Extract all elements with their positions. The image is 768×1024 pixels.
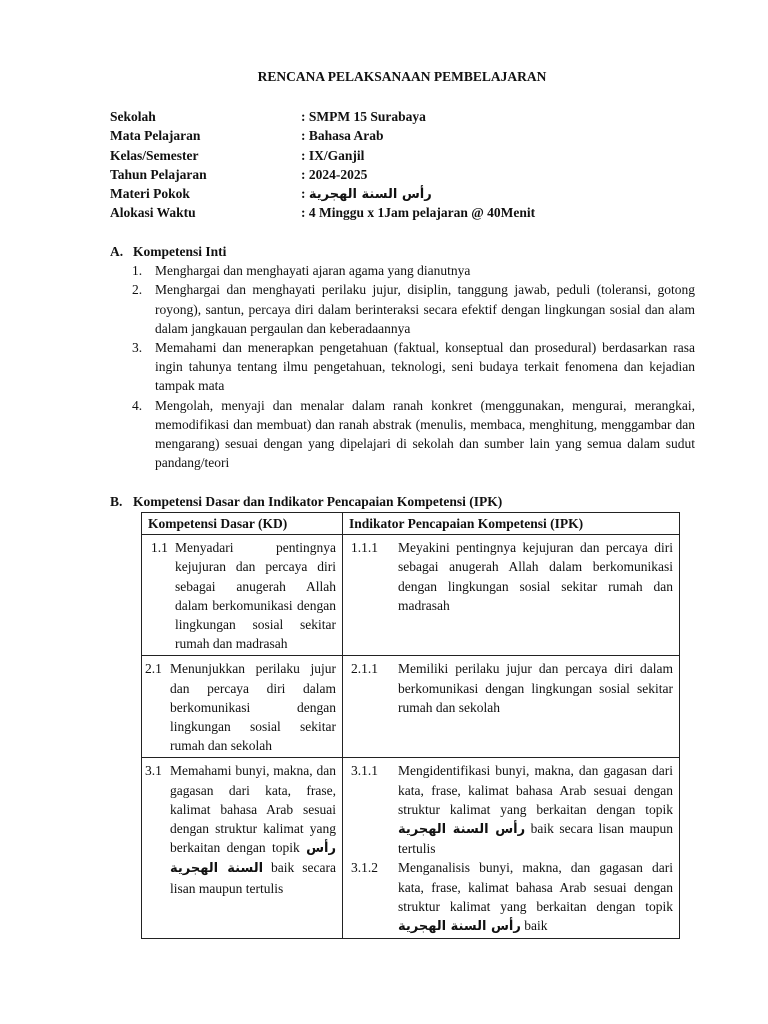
list-text: Menghargai dan menghayati perilaku jujur, disiplin, tanggung jawab, peduli (toleransi, gotong royong), santun, percaya diri dalam berinteraksi secara efektif dengan lingkungan sosial dan alam dalam jangkauan pergaulan dan keberadaannya [155, 282, 695, 336]
kd-arabic-topic: رأس السنة الهجرية [170, 841, 336, 877]
list-item [110, 280, 695, 338]
table-row [142, 656, 680, 758]
ipk-arabic-topic: رأس السنة الهجرية [398, 822, 526, 838]
list-number: 3. [132, 340, 143, 356]
kd-text: Menyadari pentingnya kejujuran dan percaya diri sebagai anugerah Allah dalam berkomunikasi dengan lingkungan sosial sekitar rumah dan madrasah [175, 540, 336, 652]
info-label: Tahun Pelajaran [110, 166, 207, 182]
list-text: Menghargai dan menghayati ajaran agama yang dianutnya [155, 263, 471, 279]
info-value: : 4 Minggu x 1Jam pelajaran @ 40Menit [301, 205, 536, 221]
info-row-subject [110, 126, 535, 145]
kd-number: 3.1 [145, 763, 162, 779]
ipk-item [351, 659, 673, 717]
ipk-item [351, 538, 673, 615]
kd-text: Menunjukkan perilaku jujur dan percaya diri dalam berkomunikasi dengan lingkungan sosial sekitar rumah dan sekolah [170, 661, 336, 754]
kd-number: 1.1 [151, 540, 168, 556]
ipk-text: Memiliki perilaku jujur dan percaya diri dalam berkomunikasi dengan lingkungan sosial sekitar rumah dan sekolah [398, 661, 673, 715]
section-title: Kompetensi Dasar dan Indikator Pencapaian Kompetensi (IPK) [133, 494, 503, 509]
ipk-number: 3.1.1 [351, 763, 378, 779]
ipk-number: 1.1.1 [351, 540, 378, 556]
section-core-competence [110, 242, 695, 472]
info-value: : Bahasa Arab [301, 128, 384, 144]
list-item [110, 338, 695, 396]
info-label: Mata Pelajaran [110, 128, 201, 144]
column-header-kd: Kompetensi Dasar (KD) [142, 513, 343, 535]
info-label: Kelas/Semester [110, 147, 199, 163]
info-value: : IX/Ganjil [301, 147, 365, 163]
list-number: 1. [132, 263, 143, 279]
info-value-arabic: رأس السنة الهجرية [308, 187, 432, 203]
kd-cell [142, 535, 343, 656]
list-item [110, 396, 695, 473]
section-basic-competence [110, 492, 695, 511]
info-value: : [301, 186, 309, 202]
info-value: : SMPM 15 Surabaya [301, 109, 426, 124]
section-heading [110, 242, 695, 261]
list-text: Memahami dan menerapkan pengetahuan (faktual, konseptual dan prosedural) berdasarkan rasa ingin tahunya tentang ilmu pengetahuan, teknologi, seni budaya terkait fenomena dan kejadian tampak mata [155, 340, 695, 394]
ipk-item [351, 761, 674, 858]
info-row-time [110, 203, 535, 222]
list-number: 2. [132, 282, 143, 298]
section-letter: A. [110, 244, 124, 259]
info-label: Materi Pokok [110, 186, 190, 202]
ipk-text: Meyakini pentingnya kejujuran dan percaya diri sebagai anugerah Allah dalam berkomunikasi dengan lingkungan sosial sekitar rumah dan madrasah [398, 540, 673, 613]
info-label: Sekolah [110, 109, 156, 124]
competence-table [141, 512, 680, 939]
kd-cell [142, 758, 343, 939]
ipk-text: Menganalisis bunyi, makna, dan gagasan dari kata, frase, kalimat bahasa Arab sesuai dengan struktur kalimat yang berkaitan dengan topik [398, 860, 673, 914]
kd-text: Memahami bunyi, makna, dan gagasan dari kata, frase, kalimat bahasa Arab sesuai dengan struktur kalimat yang berkaitan dengan topik [170, 763, 336, 856]
ipk-text: Mengidentifikasi bunyi, makna, dan gagasan dari kata, frase, kalimat bahasa Arab sesuai dengan struktur kalimat yang berkaitan dengan topik [398, 763, 673, 817]
info-row-topic [110, 184, 535, 203]
info-row-class [110, 146, 535, 165]
ipk-arabic-topic: رأس السنة الهجرية [398, 919, 521, 935]
list-number: 4. [132, 397, 143, 413]
identity-block [110, 107, 535, 223]
section-letter: B. [110, 494, 123, 509]
ipk-cell [343, 758, 680, 939]
column-header-ipk: Indikator Pencapaian Kompetensi (IPK) [343, 513, 680, 535]
list-item [110, 261, 695, 280]
list-text: Mengolah, menyaji dan menalar dalam ranah konkret (menggunakan, mengurai, merangkai, memodifikasi dan membuat) dan ranah abstrak (menulis, membaca, menghitung, menggambar dan mengarang) sesuai dengan yang dipelajari di sekolah dan sumber lain yang semua dalam sudut pandang/teori [155, 397, 695, 471]
info-value: : 2024-2025 [301, 166, 368, 182]
ipk-cell [343, 656, 680, 758]
info-row-school [110, 107, 535, 126]
ipk-text-end: baik secara lisan maupun tertulis [398, 821, 674, 857]
kd-text-end: baik secara lisan maupun tertulis [170, 860, 336, 896]
ipk-cell [343, 535, 680, 656]
competence-list [110, 261, 695, 472]
ipk-number: 3.1.2 [351, 860, 378, 876]
ipk-number: 2.1.1 [351, 661, 378, 677]
document-title: RENCANA PELAKSANAAN PEMBELAJARAN [257, 69, 547, 84]
table-row [142, 758, 680, 939]
ipk-item [351, 858, 673, 936]
ipk-text-end: baik [524, 918, 548, 934]
table-header-row [142, 513, 680, 535]
section-title: Kompetensi Inti [133, 244, 227, 259]
section-heading [110, 492, 695, 511]
info-row-year [110, 165, 535, 184]
info-label: Alokasi Waktu [110, 205, 196, 221]
kd-cell [142, 656, 343, 758]
table-row [142, 535, 680, 656]
kd-number: 2.1 [145, 661, 162, 677]
